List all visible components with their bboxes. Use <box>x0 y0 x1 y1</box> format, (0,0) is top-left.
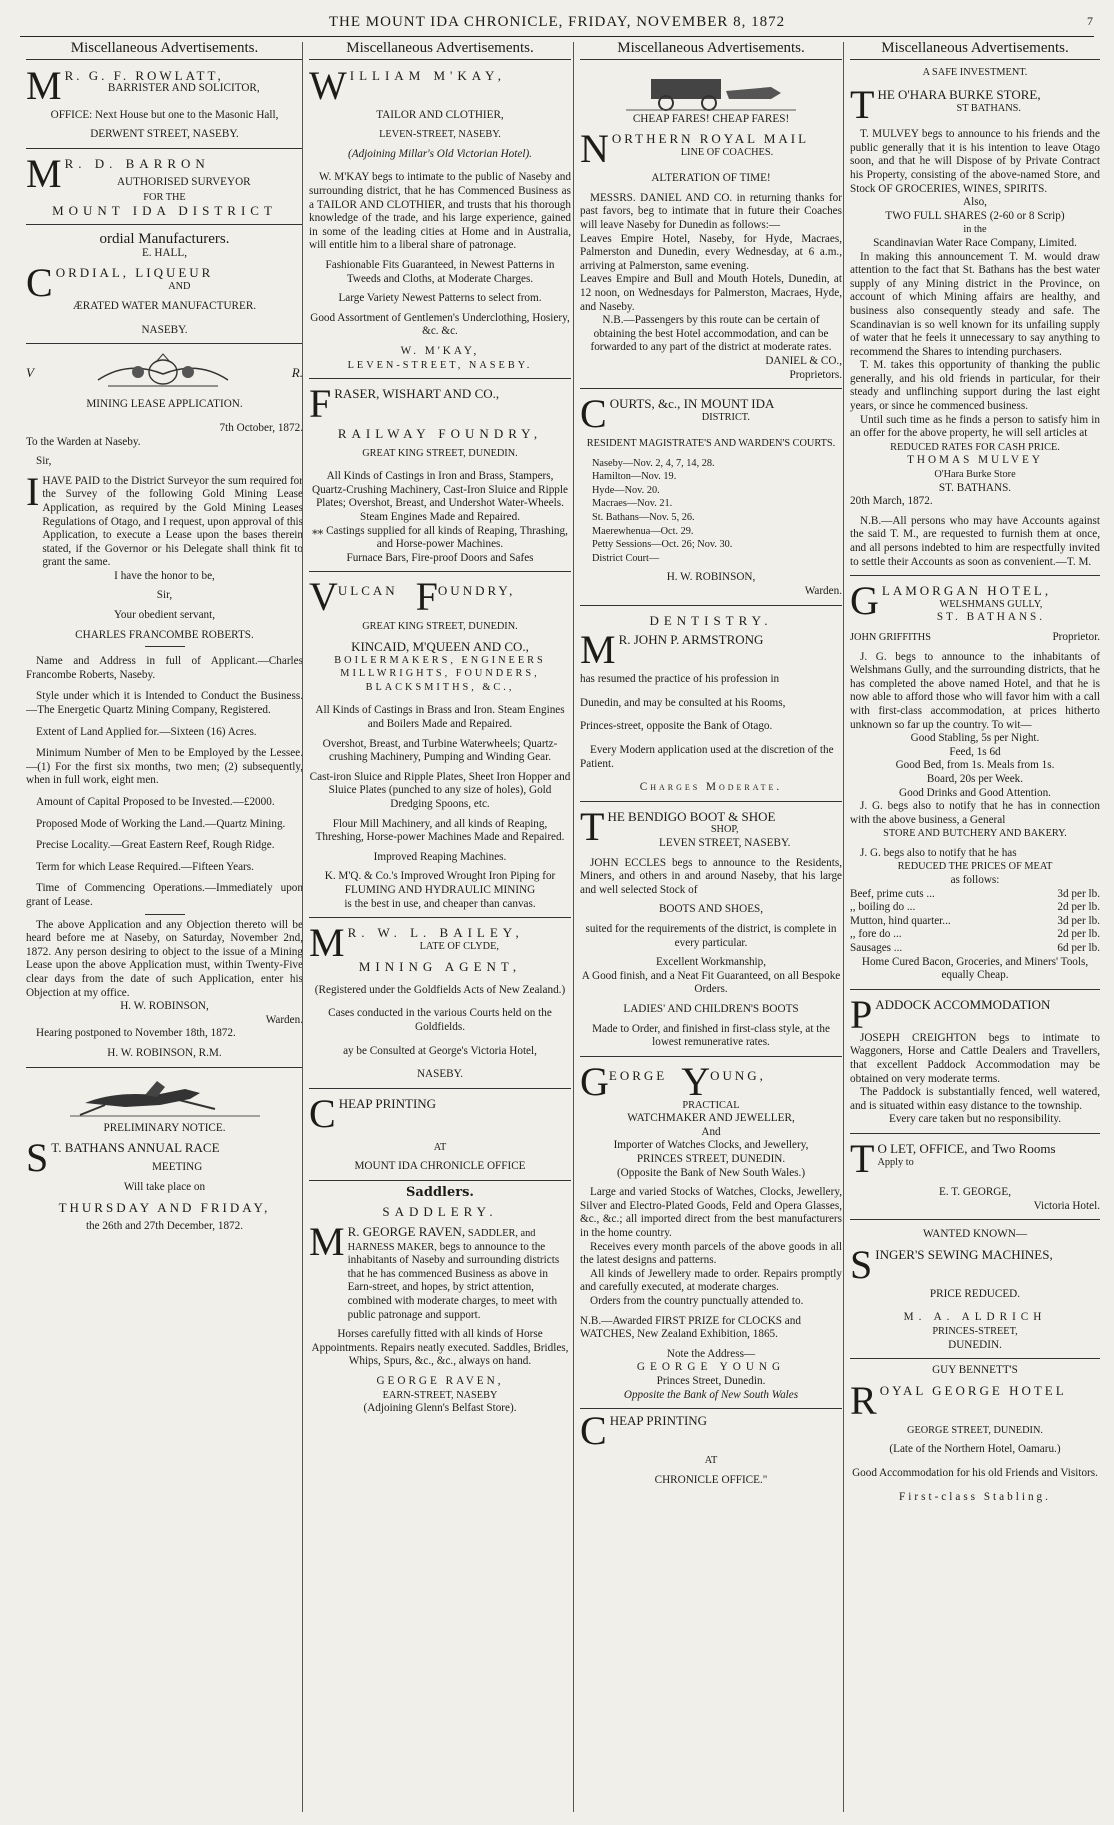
lease-body: HAVE PAID to the District Surveyor the sum required for the Survey of the following Gold Mining Lease Application, as required by the Gold Mining Leases Regulations of Otago, and I request, upon approval of this Application, to execute a Lease upon the bases therein stated, if the Governor or his Delegate shall think fit to grant the same. <box>42 474 303 569</box>
column-1 <box>26 42 303 1812</box>
coach-icon <box>621 71 801 111</box>
ad-firm: KINCAID, M'QUEEN AND CO., <box>351 639 529 655</box>
ad-word2: OUNG, <box>710 1067 766 1083</box>
masthead-title: THE MOUNT IDA CHRONICLE, FRIDAY, NOVEMBER 8, 1872 <box>328 14 786 30</box>
courts-list <box>580 457 842 566</box>
ad-and: AND <box>168 280 191 292</box>
warden-title: Warden. <box>265 1013 303 1026</box>
ad-title: ADDOCK ACCOMMODATION <box>875 996 1051 1012</box>
ad-saddlers <box>309 1186 571 1416</box>
drop-cap: G <box>580 1058 609 1104</box>
ad-cordial <box>26 230 303 344</box>
court-date: Hamilton—Nov. 19. <box>592 471 677 483</box>
lease-postponed: Hearing postponed to November 18th, 1872. <box>36 1027 236 1040</box>
ad-fits: Fashionable Fits Guaranteed, in Newest Patterns in Tweeds and Cloths, at Moderate Charges. <box>325 258 555 285</box>
ad-horses: Horses carefully fitted with all kinds of Horse Appointments. Repairs neatly executed. Saddles, Bridles, Whips, Spurs, &c., &c., always on hand. <box>311 1328 569 1368</box>
ad-role: TAILOR AND CLOTHIER, <box>376 108 504 121</box>
price-row <box>850 901 1100 915</box>
price-value: 6d per lb. <box>1057 942 1100 955</box>
drop-cap: C <box>580 1408 607 1454</box>
drop-cap: C <box>580 391 607 437</box>
race-days: THURSDAY AND FRIDAY, <box>58 1199 271 1215</box>
ad-glamorgan <box>850 578 1100 990</box>
lease-sir2: Sir, <box>156 589 173 602</box>
ad-l1: Leaves Empire Hotel, Naseby, for Hyde, Macraes, Palmerston and Dunedin, every Wednesday, at 6 a.m., arriving at Palmerston, same evening. <box>580 232 842 272</box>
race-will: Will take place on <box>123 1181 206 1194</box>
column-heading: Miscellaneous Advertisements. <box>26 42 303 60</box>
ad-trade: WATCHMAKER AND JEWELLER, <box>627 1112 795 1125</box>
court-date: St. Bathans—Nov. 5, 26. <box>592 512 695 524</box>
lease-signature: CHARLES FRANCOMBE ROBERTS. <box>75 628 254 641</box>
section-heading: Saddlers. <box>406 1184 474 1200</box>
ad-dentistry <box>580 611 842 802</box>
lease-notice: The above Application and any Objection thereto will be heard before me at Naseby, on Saturday, November 2nd, 1872. Any person desiring to object to the issue of a Mining Lease upon the above Application must, within Twenty-Five clear days from the date of such Application, enter his Objection at my office. <box>26 918 303 999</box>
drop-cap: M <box>309 1219 345 1265</box>
race-dates: the 26th and 27th December, 1872. <box>85 1220 244 1233</box>
ad-role: AUTHORISED SURVEYOR <box>116 176 251 189</box>
masthead <box>20 14 1094 37</box>
ad-office: MOUNT IDA CHRONICLE OFFICE <box>354 1160 526 1173</box>
ad-guy: GUY BENNETT'S <box>932 1364 1018 1377</box>
ad-board: Board, 20s per Week. <box>926 772 1024 785</box>
ad-word1: ULCAN <box>337 583 398 599</box>
column-3 <box>573 42 842 1812</box>
ad-p2: J. G. begs also to notify that he has in connection with the above business, a General <box>850 800 1100 826</box>
ad-variety: Large Variety Newest Patterns to select from. <box>338 292 542 305</box>
ad-hotel: Victoria Hotel. <box>1033 1199 1100 1212</box>
ad-signature: THOMAS MULVEY <box>907 454 1043 467</box>
ad-sig-street: LEVEN-STREET, NASEBY. <box>347 359 533 371</box>
ad-title: HEAP PRINTING <box>338 1095 437 1111</box>
ad-body: MESSRS. DANIEL AND CO. in returning thanks for past favors, beg to intimate that in future their Coaches will leave Naseby for Dunedin as follows:— <box>580 191 842 231</box>
court-date: Hyde—Nov. 20. <box>592 484 660 496</box>
drop-cap: C <box>309 1090 336 1136</box>
race-title: T. BATHANS ANNUAL RACE <box>51 1140 220 1156</box>
lease-to: To the Warden at Naseby. <box>26 435 141 448</box>
ad-paddock <box>850 991 1100 1134</box>
lease-rm: H. W. ROBINSON, R.M. <box>107 1046 222 1059</box>
ad-reduced: REDUCED RATES FOR CASH PRICE. <box>890 441 1060 453</box>
ad-name: R. W. L. BAILEY, <box>347 925 524 941</box>
ad-street: LEVEN STREET, NASEBY. <box>659 836 791 849</box>
ad-ladies: LADIES' AND CHILDREN'S BOOTS <box>623 1002 799 1015</box>
ad-date: 20th March, 1872. <box>850 495 933 508</box>
ad-tolet <box>850 1135 1100 1220</box>
ad-reduced: REDUCED THE PRICES OF MEAT <box>897 861 1053 873</box>
ad-name: R. D. BARRON <box>64 155 210 171</box>
ad-barron <box>26 150 303 225</box>
ad-mining-lease <box>26 349 303 1067</box>
ad-assortment: Good Assortment of Gentlemen's Underclothing, Hosiery, &c. &c. <box>310 311 570 338</box>
lease-item: Time of Commencing Operations.—Immediately upon grant of Lease. <box>26 882 303 908</box>
ad-printing <box>309 1090 571 1181</box>
court-date: Maerewhenua—Oct. 29. <box>592 525 694 537</box>
ad-sig-street: Princes Street, Dunedin. <box>656 1374 766 1387</box>
drop-cap: S <box>850 1241 873 1287</box>
ad-company: Scandinavian Water Race Company, Limited. <box>873 236 1077 249</box>
ad-word2: OUNDRY, <box>437 583 516 599</box>
ad-signature: GEORGE YOUNG <box>636 1361 786 1374</box>
ad-p3: Cast-iron Sluice and Ripple Plates, Sheet Iron Hopper and Sluice Plates (punched to any size of holes), Gold Dredging Spoons, etc. <box>309 770 571 810</box>
ad-street: GREAT KING STREET, DUNEDIN. <box>362 447 518 459</box>
column-2 <box>302 42 571 1812</box>
ad-p7: FLUMING AND HYDRAULIC MINING <box>344 883 536 896</box>
ad-good: Good Accommodation for his old Friends and Visitors. <box>852 1466 1098 1479</box>
ad-adjoining: (Adjoining Glenn's Belfast Store). <box>363 1402 517 1415</box>
drop-cap: M <box>26 150 62 196</box>
ad-title: O LET, OFFICE, and Two Rooms <box>877 1140 1056 1156</box>
lease-item: Amount of Capital Proposed to be Invested.—£2000. <box>36 796 275 808</box>
ad-store: O'Hara Burke Store <box>934 469 1016 481</box>
race-prelim: PRELIMINARY NOTICE. <box>103 1121 226 1134</box>
price-item: ,, boiling do ... <box>850 901 916 914</box>
drop-cap: C <box>26 260 53 306</box>
ad-practical: PRACTICAL <box>682 1099 740 1111</box>
ad-charges: Charges Moderate. <box>639 781 783 794</box>
ad-rowlatt <box>26 62 303 149</box>
ad-signature: E. T. GEORGE, <box>939 1185 1011 1198</box>
ad-sig-opposite: Opposite the Bank of New South Wales <box>623 1388 799 1401</box>
price-value: 3d per lb. <box>1057 914 1100 927</box>
ad-title: ORTHERN ROYAL MAIL <box>611 131 810 147</box>
ad-p3: J. G. begs also to notify that he has <box>860 846 1017 859</box>
ad-p1: T. MULVEY begs to announce to his friends and the public generally that it is his intention to leave Otago soon, and that he will Dispose of by Private Contract his Property, consisting of the above-named Store, and Stock OF GROCERIES, WINES, SPIRITS. <box>850 128 1100 195</box>
ad-p1: has resumed the practice of his profession in <box>580 673 780 686</box>
ad-registered: (Registered under the Goldfields Acts of New Zealand.) <box>314 983 566 996</box>
ad-p2: Overshot, Breast, and Turbine Waterwheels; Quartz-crushing Machinery, Pumping and Winding Gear. <box>322 737 558 764</box>
ad-p2: In making this announcement T. M. would draw attention to the fact that St. Bathans has the best water supply of any Mining district in the Province, on account of which Mining affairs are healthy, and business also consequently steady and safe. The Scandinavian is so well known for its unfailing supply of water that he feels it unnecessary to say anything to recommend the Shares to intending purchasers. <box>850 250 1100 358</box>
lease-item: Extent of Land Applied for.—Sixteen (16) Acres. <box>36 725 257 738</box>
ad-in: in the <box>963 224 987 236</box>
ad-name: R. JOHN P. ARMSTRONG <box>618 632 764 648</box>
ad-title: HEAP PRINTING <box>609 1413 708 1429</box>
ad-bacon: Home Cured Bacon, Groceries, and Miners' Tools, equally Cheap. <box>861 955 1089 982</box>
price-value: 2d per lb. <box>1057 928 1100 941</box>
ad-alteration: ALTERATION OF TIME! <box>651 172 771 185</box>
ad-price: PRICE REDUCED. <box>929 1287 1021 1300</box>
price-item: ,, fore do ... <box>850 928 902 941</box>
price-item: Sausages ... <box>850 942 903 955</box>
ad-title: DENTISTRY. <box>649 612 773 628</box>
drop-cap: M <box>309 920 345 966</box>
ad-finish: A Good finish, and a Neat Fit Guaranteed, on all Bespoke Orders. <box>581 969 841 996</box>
ad-p4: Orders from the country punctually attended to. <box>590 1295 804 1307</box>
drop-cap: T <box>850 82 875 128</box>
lease-honor: I have the honor to be, <box>114 569 215 582</box>
ad-signature: GEORGE RAVEN, <box>376 1375 504 1387</box>
column-heading: Miscellaneous Advertisements. <box>309 42 571 60</box>
ad-nb: N.B.—All persons who may have Accounts against the said T. M., are requested to furnish them at once, and all persons indebted to him are respectfully invited to settle their Accounts as soon as convenient.—T. M. <box>850 514 1100 568</box>
court-date: Petty Sessions—Oct. 26; Nov. 30. <box>592 539 733 551</box>
ad-engines: Steam Engines Made and Repaired. <box>360 511 520 524</box>
ad-street: DERWENT STREET, NASEBY. <box>90 128 239 141</box>
lease-sir: Sir, <box>36 455 52 468</box>
drop-cap: R <box>850 1377 877 1423</box>
ad-signature: W. M'KAY, <box>400 344 480 357</box>
ad-goods: BOOTS AND SHOES, <box>658 903 764 916</box>
ad-young <box>580 1058 842 1409</box>
ad-at: AT <box>433 1141 447 1153</box>
ad-apply: Apply to <box>877 1156 914 1168</box>
ad-district: MOUNT IDA DISTRICT <box>52 203 277 219</box>
ad-proprietor: JOHN GRIFFITHS <box>850 631 931 643</box>
ad-royal-george <box>850 1364 1100 1504</box>
drop-cap: M <box>580 627 616 673</box>
drop-cap: I <box>26 468 40 514</box>
ad-p2: Receives every month parcels of the above goods in all the latest designs and patterns. <box>580 1240 842 1267</box>
court-date: Macraes—Nov. 21. <box>592 498 673 510</box>
ad-drinks: Good Drinks and Good Attention. <box>899 786 1051 799</box>
drop-cap: P <box>850 991 873 1037</box>
ad-late: (Late of the Northern Hotel, Oamaru.) <box>889 1443 1061 1456</box>
ad-fraser <box>309 381 571 572</box>
ad-title: HE BENDIGO BOOT & SHOE <box>607 808 776 824</box>
ad-adjoining: (Adjoining Millar's Old Victorian Hotel). <box>348 147 532 160</box>
price-item: Mutton, hind quarter... <box>850 914 951 927</box>
ad-nb: N.B.—Passengers by this route can be certain of obtaining the best Hotel accommodation, and can be forwarded to any part of the district at moderate rates. <box>590 314 832 354</box>
ad-street: GEORGE STREET, DUNEDIN. <box>907 1424 1043 1436</box>
ad-p1: JOSEPH CREIGHTON begs to intimate to Waggoners, Horse and Cattle Dealers and Travellers, that excellent Paddock Accommodation may be obtained on very moderate terms. <box>850 1031 1100 1085</box>
ad-street: EARN-STREET, NASEBY <box>382 1389 498 1401</box>
ad-title: SADDLERY. <box>382 1204 498 1220</box>
lease-item: Style under which it is Intended to Conduct the Business.—The Energetic Quartz Mining Company, Registered. <box>26 690 303 717</box>
ad-for: FOR THE <box>143 191 186 203</box>
court-date: District Court— <box>592 552 660 564</box>
lease-item: Term for which Lease Required.—Fifteen Years. <box>36 860 254 873</box>
ad-castings: ⁎⁎ Castings supplied for all kinds of Reaping, Thrashing, and Horse-power Machines. <box>312 524 568 551</box>
ad-p4: Until such time as he finds a person to satisfy him in an offer for the above property, he will sell articles at <box>850 413 1100 440</box>
ad-made: Made to Order, and finished in first-class style, at the lowest remunerative rates. <box>592 1022 830 1049</box>
ad-place: NASEBY. <box>141 323 188 336</box>
ad-furnace: Furnace Bars, Fire-proof Doors and Safes <box>346 551 534 564</box>
ad-p5: Improved Reaping Machines. <box>373 850 507 863</box>
ad-name: R. G. F. ROWLATT, <box>64 67 224 83</box>
royal-initial-r: R. <box>291 364 303 380</box>
ad-title: MINING LEASE APPLICATION. <box>86 398 243 411</box>
ad-gully: WELSHMANS GULLY, <box>939 598 1043 610</box>
ad-street: PRINCES-STREET, <box>932 1325 1018 1337</box>
ad-place: NASEBY. <box>416 1068 464 1081</box>
ad-p4: Flour Mill Machinery, and all kinds of Reaping, Threshing, Horse-power Machines Made and Repaired. <box>315 817 565 844</box>
price-value: 2d per lb. <box>1057 901 1100 914</box>
racehorse-icon <box>65 1073 265 1118</box>
ad-l2: Leaves Empire and Bull and Mouth Hotels, Dunedin, at 12 noon, on Wednesdays for Palmerston, Macraes, Hyde, and Naseby. <box>580 273 842 313</box>
drop-cap: S <box>26 1135 49 1181</box>
ad-p3: Every care taken but no responsibility. <box>888 1113 1061 1126</box>
ad-role: BARRISTER AND SOLICITOR, <box>107 82 260 95</box>
ad-signature: DANIEL & CO., <box>765 354 842 367</box>
ad-sub: DISTRICT. <box>701 411 750 423</box>
ad-p3: T. M. takes this opportunity of thanking the public generally, and his old friends in particular, for their steady and unflinching support during the last eight years, or since he commenced business. <box>850 359 1100 413</box>
drop-cap-2: Y <box>681 1058 711 1104</box>
ad-warden: Warden. <box>804 585 842 598</box>
ad-nb: N.B.—Awarded FIRST PRIZE for CLOCKS and WATCHES, New Zealand Exhibition, 1865. <box>580 1314 801 1341</box>
ad-name: R. GEORGE RAVEN, <box>347 1224 466 1240</box>
ad-store: STORE AND BUTCHERY AND BAKERY. <box>883 828 1067 840</box>
lease-item: Precise Locality.—Great Eastern Reef, Rough Ridge. <box>36 839 275 852</box>
ad-title: HE O'HARA BURKE STORE, <box>877 87 1041 103</box>
column-4 <box>843 42 1100 1812</box>
ad-p3: Princes-street, opposite the Bank of Otago. <box>580 720 773 733</box>
ad-line1: ORDIAL, LIQUEUR <box>55 265 214 281</box>
ad-place: ST BATHANS. <box>956 102 1021 114</box>
ad-p2: The Paddock is substantially fenced, well watered, and is situated within easy distance to the township. <box>850 1086 1100 1112</box>
price-item: Beef, prime cuts ... <box>850 887 935 900</box>
ad-follows: as follows: <box>950 874 1000 887</box>
ad-proprietor-title: Proprietor. <box>1052 630 1100 643</box>
ad-stabling: Good Stabling, 5s per Night. <box>910 732 1040 745</box>
ad-shares: TWO FULL SHARES (2-60 or 8 Scrip) <box>885 209 1065 222</box>
safe-investment: A SAFE INVESTMENT. <box>922 66 1028 78</box>
ad-p1: Large and varied Stocks of Watches, Clocks, Jewellery, Silver and Electro-Plated Goods, Feld and Opera Glasses, &c., &c.; all imported direct from the best manufacturers in the home country. <box>580 1186 842 1240</box>
ad-p4: Every Modern application used at the discretion of the Patient. <box>580 744 834 770</box>
ad-coaches <box>580 66 842 390</box>
ad-signature: H. W. ROBINSON, <box>666 571 756 584</box>
lease-date: 7th October, 1872. <box>219 421 303 434</box>
ad-name: E. HALL, <box>141 246 188 259</box>
lease-servant: Your obedient servant, <box>113 609 216 622</box>
royal-initial-v: V <box>26 364 34 380</box>
drop-cap: N <box>580 126 609 172</box>
ad-note: Note the Address— <box>666 1347 756 1360</box>
ad-line2: ÆRATED WATER MANUFACTURER. <box>72 300 257 313</box>
ad-stabling: First-class Stabling. <box>899 1490 1051 1503</box>
ad-place: ST. BATHANS. <box>936 611 1046 624</box>
ad-place2: ST. BATHANS. <box>938 481 1012 494</box>
drop-cap: G <box>850 578 879 624</box>
ad-office: OFFICE: Next House but one to the Masonic Hall, <box>50 108 279 121</box>
ad-name: RASER, WISHART AND CO., <box>334 386 500 402</box>
ad-proprietors: Proprietors. <box>789 368 842 381</box>
ad-bailey <box>309 920 571 1089</box>
ad-mkay <box>309 62 571 380</box>
ad-street: PRINCES STREET, DUNEDIN. <box>636 1153 786 1166</box>
ad-resident: RESIDENT MAGISTRATE'S AND WARDEN'S COURTS. <box>586 438 836 450</box>
ad-p6: K. M'Q. & Co.'s Improved Wrought Iron Piping for <box>324 870 556 883</box>
court-date: Naseby—Nov. 2, 4, 7, 14, 28. <box>592 457 715 469</box>
ad-title: INGER'S SEWING MACHINES, <box>875 1246 1053 1262</box>
ad-importer: Importer of Watches Clocks, and Jewellery, <box>613 1139 809 1152</box>
ad-also: Also, <box>963 196 987 209</box>
ad-role: MINING AGENT, <box>358 959 522 975</box>
ad-consult: ay be Consulted at George's Victoria Hotel, <box>343 1044 537 1057</box>
drop-cap: T <box>580 803 605 849</box>
ad-name: M. A. ALDRICH <box>903 1311 1047 1324</box>
ad-opposite: (Opposite the Bank of New South Wales.) <box>616 1166 806 1179</box>
drop-cap: M <box>26 62 62 108</box>
ad-title: OYAL GEORGE HOTEL <box>879 1382 1067 1398</box>
royal-arms-icon <box>88 352 238 392</box>
ad-body: All Kinds of Castings in Iron and Brass, Stampers, Quartz-Crushing Machinery, Cast-Iron Sluice and Ripple Plates; Overshot, Breast, and Undershot Water-Wheels. <box>312 470 568 510</box>
ad-title: OURTS, &c., IN MOUNT IDA <box>609 396 775 412</box>
lease-item: Name and Address in full of Applicant.—Charles Francombe Roberts, Naseby. <box>26 655 303 681</box>
ad-trades: BOILERMAKERS, ENGINEERS MILLWRIGHTS, FOUNDERS, BLACKSMITHS, &C., <box>334 654 546 693</box>
ad-excellent: Excellent Workmanship, <box>655 956 767 969</box>
ad-p1: All Kinds of Castings in Brass and Iron. Steam Engines and Boilers Made and Repaired. <box>315 704 565 730</box>
lease-item: Proposed Mode of Working the Land.—Quartz Mining. <box>36 817 286 830</box>
ad-sub: LINE OF COACHES. <box>680 146 774 158</box>
price-row <box>850 915 1100 929</box>
ad-suited: suited for the requirements of the district, is complete in every particular. <box>585 922 837 949</box>
lease-items <box>26 655 303 909</box>
ad-bed: Good Bed, from 1s. Meals from 1s. <box>895 759 1055 772</box>
section-heading: ordial Manufacturers. <box>99 230 230 247</box>
lease-item: Minimum Number of Men to be Employed by the Lessee.—(1) For the first six months, two men; (2) subsequently, when in full work, eight men. <box>26 747 303 787</box>
price-row <box>850 928 1100 942</box>
ad-body: begs to announce to the inhabitants of Naseby and surrounding districts that he has commenced Business as above in Earn-street, and hopes, by strict attention, combined with moderate charges, to meet with public patronage and support. <box>347 1240 560 1321</box>
drop-cap: V <box>309 574 338 620</box>
ad-vulcan <box>309 574 571 918</box>
ad-trade: SADDLER, and HARNESS MAKER, <box>347 1228 536 1253</box>
drop-cap: T <box>850 1135 875 1181</box>
price-value: 3d per lb. <box>1057 887 1100 900</box>
ad-printing-2 <box>580 1408 842 1487</box>
ad-foundry: RAILWAY FOUNDRY, <box>337 426 543 442</box>
ad-p3: All kinds of Jewellery made to order. Repairs promptly and carefully executed, at moderate charges. <box>580 1267 842 1294</box>
ad-at: AT <box>704 1455 718 1467</box>
ad-wanted: WANTED KNOWN— <box>922 1228 1028 1241</box>
ad-body: W. M'KAY begs to intimate to the public of Naseby and surrounding district, that he has Commenced Business as a TAILOR AND CLOTHIER, and trusts that his thorough knowledge of the trade, and his large experience, gained in some of the leading cities at Home and in Australia, will entitle him to a liberal share of patronage. <box>309 171 571 252</box>
ad-p1: J. G. begs to announce to the inhabitants of Welshmans Gully, and the surrounding districts, that he has completed the above named Hotel, and that he is now able to afford those who will favor him with a call with first-class accommodation, at prices hitherto unknown so far up the country. To wit— <box>850 650 1100 731</box>
column-heading: Miscellaneous Advertisements. <box>580 42 842 60</box>
ad-street: GREAT KING STREET, DUNEDIN. <box>362 621 518 633</box>
meat-prices <box>850 888 1100 956</box>
ad-cases: Cases conducted in the various Courts held on the Goldfields. <box>328 1007 552 1033</box>
ad-city: DUNEDIN. <box>948 1338 1002 1351</box>
ad-ohara <box>850 79 1100 576</box>
page-number: 7 <box>1087 14 1094 28</box>
ad-street: LEVEN-STREET, NASEBY. <box>379 129 501 141</box>
ad-race <box>26 1073 303 1234</box>
drop-cap-2: F <box>415 574 438 620</box>
drop-cap: W <box>309 62 347 108</box>
ad-boot <box>580 803 842 1057</box>
price-row <box>850 888 1100 902</box>
column-heading: Miscellaneous Advertisements. <box>850 42 1100 60</box>
ad-name: ILLIAM M'KAY, <box>349 67 506 83</box>
ad-cheap: CHEAP FARES! CHEAP FARES! <box>632 112 790 125</box>
ad-and: And <box>701 1125 721 1138</box>
ad-office: CHRONICLE OFFICE." <box>654 1473 768 1486</box>
ad-body: JOHN ECCLES begs to announce to the Residents, Miners, and others in and around Naseby, that his large and well selected Stock of <box>580 856 842 896</box>
ad-shop: SHOP, <box>710 824 739 836</box>
ad-p2: Dunedin, and may be consulted at his Rooms, <box>580 696 786 709</box>
ad-singer <box>850 1225 1100 1359</box>
ad-late: LATE OF CLYDE, <box>419 940 499 952</box>
ad-courts <box>580 391 842 606</box>
drop-cap: F <box>309 381 332 427</box>
race-meeting: MEETING <box>151 1160 203 1173</box>
ad-word1: EORGE <box>608 1067 668 1083</box>
warden-name: H. W. ROBINSON, <box>120 1000 209 1013</box>
ad-feed: Feed, 1s 6d <box>949 745 1001 758</box>
ad-p8: is the best in use, and cheaper than canvas. <box>344 897 536 910</box>
ad-title: LAMORGAN HOTEL, <box>881 583 1052 599</box>
price-row <box>850 942 1100 956</box>
